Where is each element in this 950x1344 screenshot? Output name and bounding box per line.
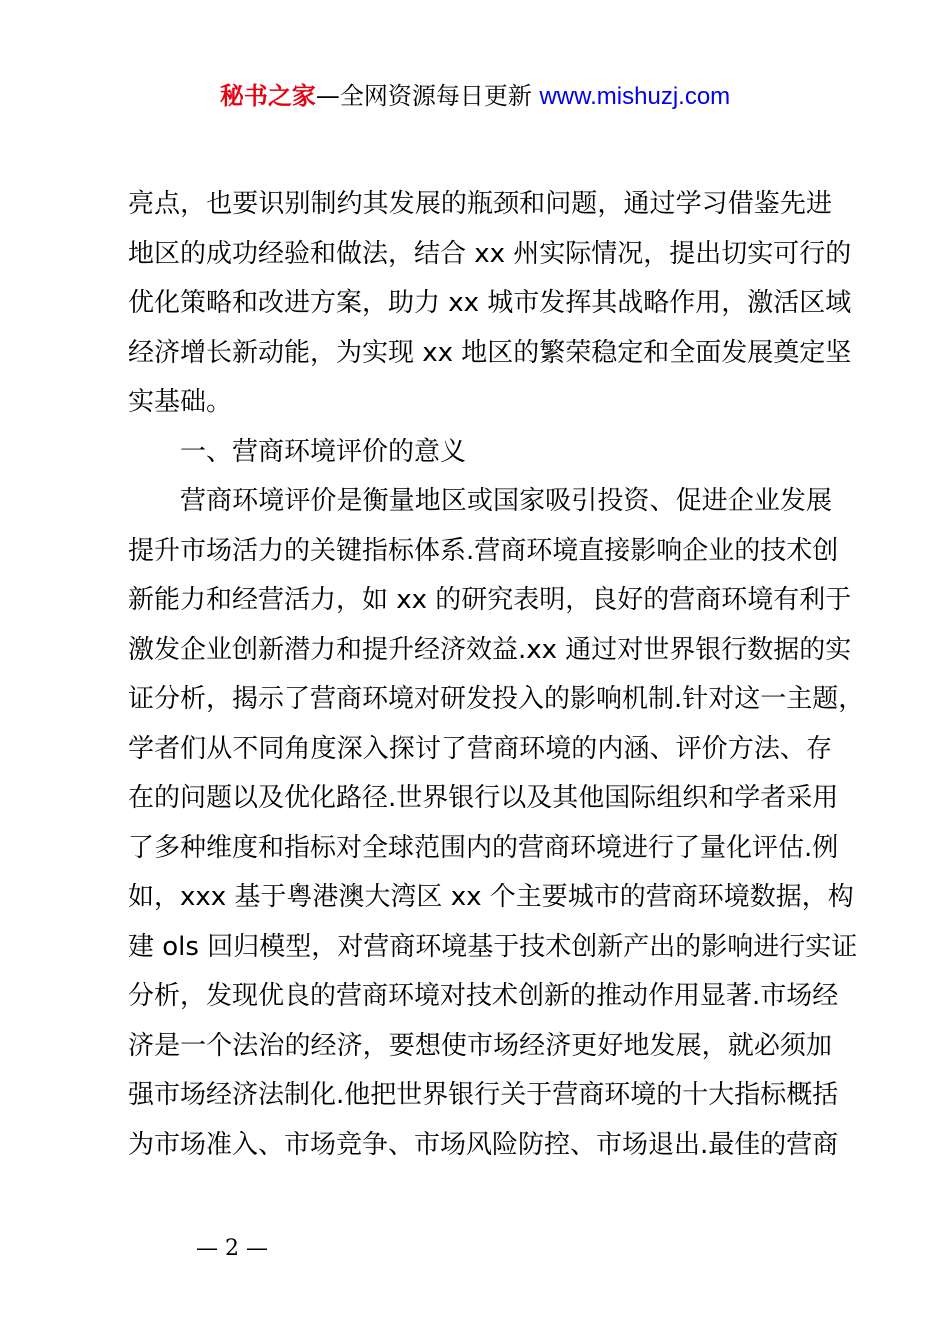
site-header xyxy=(0,78,950,115)
header-tagline: —全网资源每日更新 xyxy=(315,82,532,110)
document-body xyxy=(128,180,865,1170)
page-number: — 2 — xyxy=(196,1236,268,1261)
text-line: 营商环境评价是衡量地区或国家吸引投资、促进企业发展 xyxy=(180,486,832,516)
text-line: 建 ols 回归模型，对营商环境基于技术创新产出的影响进行实证 xyxy=(128,931,858,962)
text-line: 实基础。 xyxy=(128,387,233,417)
text-line: 如，xxx 基于粤港澳大湾区 xx 个主要城市的营商环境数据，构 xyxy=(128,882,854,912)
text-line: 提升市场活力的关键指标体系.营商环境直接影响企业的技术创 xyxy=(128,535,839,566)
text-line: 了多种维度和指标对全球范围内的营商环境进行了量化评估.例 xyxy=(128,832,839,863)
text-line: 强市场经济法制化.他把世界银行关于营商环境的十大指标概括 xyxy=(128,1080,839,1110)
text-line: 激发企业创新潜力和提升经济效益.xx 通过对世界银行数据的实 xyxy=(128,634,852,665)
text-line: 优化策略和改进方案，助力 xx 城市发挥其战略作用，激活区域 xyxy=(128,288,852,318)
text-line: 新能力和经营活力，如 xx 的研究表明，良好的营商环境有利于 xyxy=(128,585,852,615)
text-line: 分析，发现优良的营商环境对技术创新的推动作用显著.市场经 xyxy=(128,981,839,1011)
paragraph-significance xyxy=(128,477,865,1170)
text-line: 济是一个法治的经济，要想使市场经济更好地发展，就必须加 xyxy=(128,1030,832,1061)
text-line: 证分析，揭示了营商环境对研发投入的影响机制.针对这一主题， xyxy=(128,684,865,714)
section-heading: 一、营商环境评价的意义 xyxy=(180,436,467,467)
paragraph-intro xyxy=(128,180,852,428)
site-url-link[interactable]: www.mishuzj.com xyxy=(539,83,731,110)
text-line: 亮点，也要识别制约其发展的瓶颈和问题，通过学习借鉴先进 xyxy=(128,189,832,219)
text-line: 经济增长新动能，为实现 xx 地区的繁荣稳定和全面发展奠定坚 xyxy=(128,337,852,368)
brand-name: 秘书之家 xyxy=(219,82,316,110)
text-line: 为市场准入、市场竞争、市场风险防控、市场退出.最佳的营商 xyxy=(128,1129,839,1160)
text-line: 地区的成功经验和做法，结合 xx 州实际情况，提出切实可行的 xyxy=(128,238,852,269)
text-line: 在的问题以及优化路径.世界银行以及其他国际组织和学者采用 xyxy=(128,783,839,813)
text-line: 学者们从不同角度深入探讨了营商环境的内涵、评价方法、存 xyxy=(128,733,832,764)
